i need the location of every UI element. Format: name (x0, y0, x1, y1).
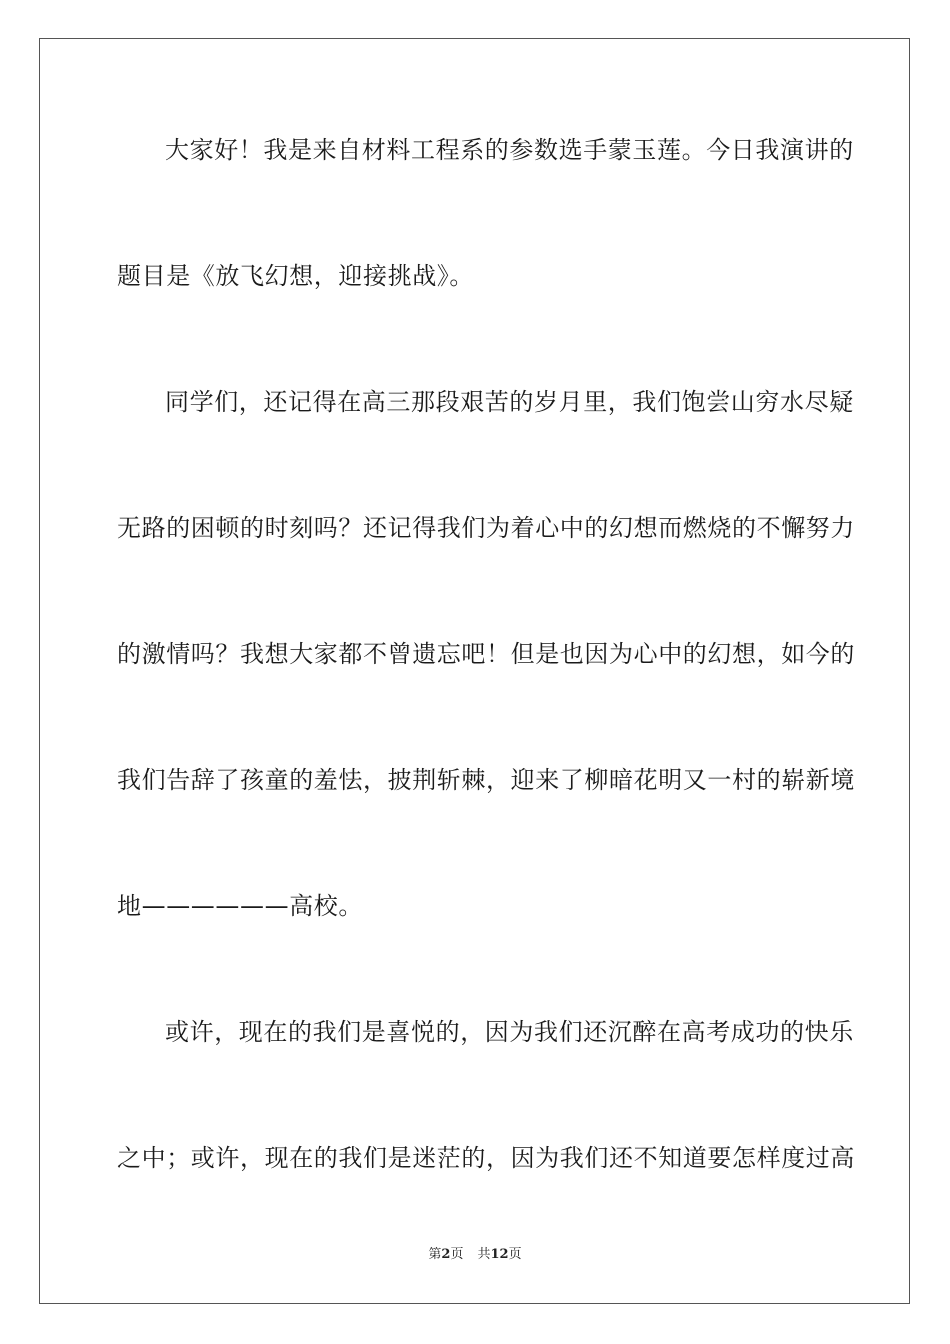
total-suffix: 页 (508, 1247, 522, 1262)
total-prefix: 共 (477, 1247, 491, 1262)
text-line-8: 或许，现在的我们是喜悦的，因为我们还沉醉在高考成功的快乐 (165, 1018, 854, 1046)
page-number: 2 (441, 1247, 451, 1262)
text-line-7: 地——————高校。 (117, 892, 363, 920)
text-line-6: 我们告辞了孩童的羞怯，披荆斩棘，迎来了柳暗花明又一村的崭新境 (117, 766, 855, 794)
text-line-3: 同学们，还记得在高三那段艰苦的岁月里，我们饱尝山穷水尽疑 (165, 388, 854, 416)
page-footer (0, 1246, 950, 1264)
text-line-2: 题目是《放飞幻想，迎接挑战》。 (117, 262, 474, 290)
text-line-4: 无路的困顿的时刻吗？还记得我们为着心中的幻想而燃烧的不懈努力 (117, 514, 855, 542)
page-prefix: 第 (428, 1247, 442, 1262)
total-pages: 12 (490, 1247, 509, 1262)
text-line-1: 大家好！我是来自材料工程系的参数选手蒙玉莲。今日我演讲的 (165, 136, 854, 164)
document-body (117, 128, 855, 1262)
page-suffix: 页 (450, 1247, 464, 1262)
text-line-5: 的激情吗？我想大家都不曾遗忘吧！但是也因为心中的幻想，如今的 (117, 640, 855, 668)
text-line-9: 之中；或许，现在的我们是迷茫的，因为我们还不知道要怎样度过高 (117, 1144, 855, 1172)
